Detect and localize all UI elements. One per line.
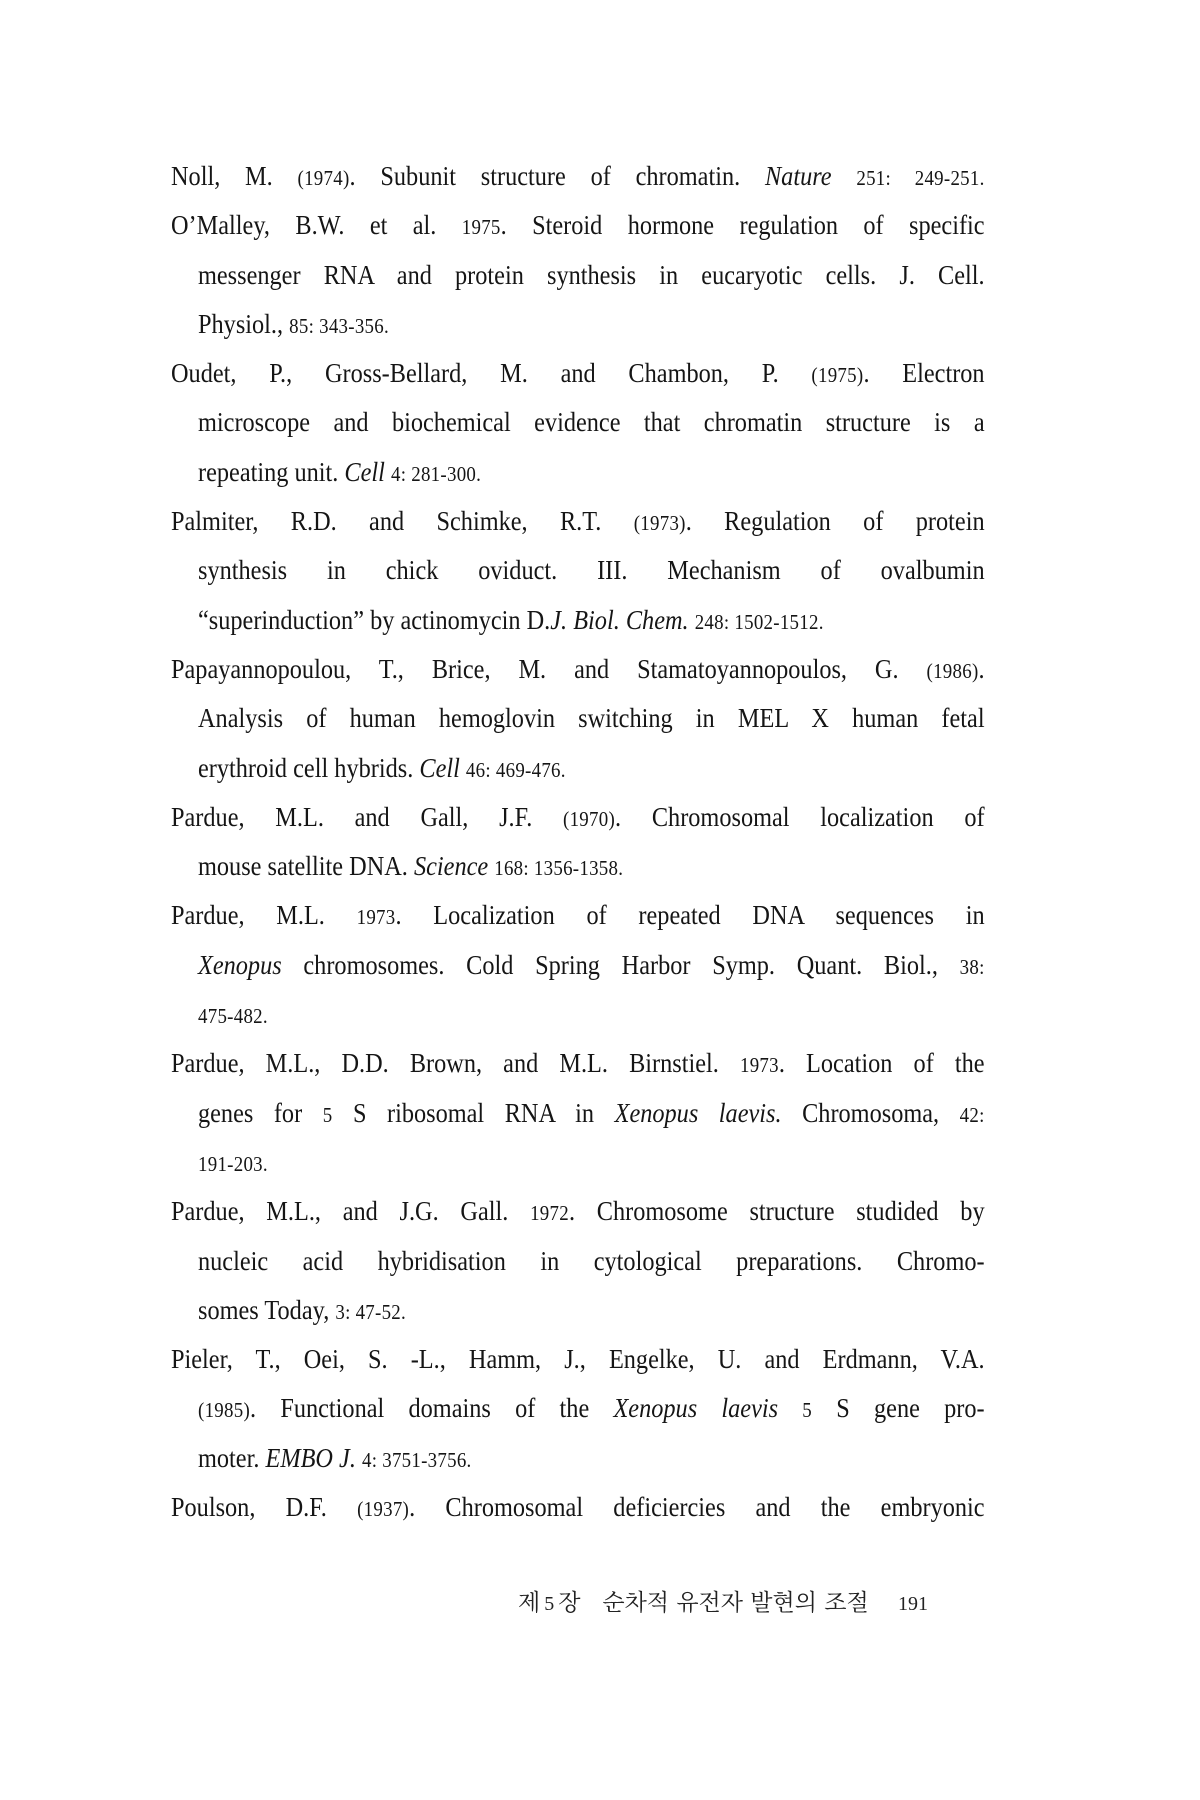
text-run: . Electron [863, 358, 985, 389]
numeral-text: 1972 [530, 1201, 569, 1226]
numeral-text: 5 [322, 1102, 333, 1127]
italic-text: J. Biol. Chem. [550, 604, 689, 635]
text-run: S gene pro- [812, 1393, 985, 1424]
italic-text: Science [413, 851, 489, 882]
reference-entry [171, 201, 985, 349]
numeral-text: 4: 3751-3756. [361, 1447, 472, 1472]
reference-line [198, 448, 985, 497]
reference-line [198, 842, 985, 891]
reference-entry [171, 793, 985, 892]
text-run: Pardue, M.L. [171, 900, 357, 931]
italic-text: Xenopus [198, 949, 282, 980]
page-footer [518, 1584, 928, 1617]
text-run: Pieler, T., Oei, S. -L., Hamm, J., Engelke, U. and Erdmann, V.A. [171, 1344, 985, 1375]
text-run: . Chromosomal deficiercies and the embryonic [409, 1492, 985, 1523]
numeral-text: 46: 469-476. [465, 757, 566, 782]
reference-entry [171, 645, 985, 793]
numeral-text: (1974) [297, 166, 350, 190]
reference-line [198, 1138, 985, 1187]
italic-text: Xenopus laevis [613, 1393, 779, 1424]
chapter-suffix: 장 [558, 1590, 581, 1616]
reference-line [171, 1335, 985, 1384]
text-run: messenger RNA and protein synthesis in eucaryotic cells. J. Cell. [198, 259, 985, 290]
reference-line [198, 1434, 985, 1483]
text-run: repeating unit. [198, 456, 345, 487]
reference-line [171, 1187, 985, 1236]
numeral-text: 475-482. [198, 1004, 268, 1029]
reference-line [198, 941, 985, 990]
text-run: erythroid cell hybrids. [198, 752, 420, 783]
reference-entry [171, 1039, 985, 1187]
text-run: S ribosomal RNA in [332, 1097, 615, 1128]
text-run: genes for [198, 1097, 323, 1128]
reference-line [198, 990, 985, 1039]
numeral-text: 85: 343-356. [289, 313, 389, 338]
reference-line [171, 645, 985, 694]
chapter-title: 순차적 유전자 발현의 조절 [602, 1590, 869, 1616]
reference-line [198, 744, 985, 793]
numeral-text: (1975) [811, 363, 864, 388]
reference-line [171, 497, 985, 546]
numeral-text: 191-203. [198, 1151, 268, 1176]
text-run: Chromosoma, [781, 1097, 960, 1128]
numeral-text: (1973) [633, 511, 686, 536]
text-run: moter. [198, 1442, 266, 1473]
reference-entry [171, 891, 985, 1039]
reference-list [171, 152, 985, 1532]
reference-entry [171, 1335, 985, 1483]
reference-line [198, 300, 985, 349]
reference-line [171, 1483, 985, 1532]
text-run: Physiol., [198, 308, 290, 339]
reference-line [198, 1286, 985, 1335]
reference-line [198, 694, 985, 743]
numeral-text: 5 [802, 1398, 813, 1423]
italic-text: Cell [419, 752, 460, 783]
numeral-text: 3: 47-52. [335, 1299, 407, 1324]
text-run: Oudet, P., Gross-Bellard, M. and Chambon, P. [171, 358, 812, 389]
numeral-text: 248: 1502-1512. [694, 609, 824, 634]
numeral-text: 4: 281-300. [391, 461, 482, 486]
text-run: nucleic acid hybridisation in cytological preparations. Chromo- [198, 1245, 985, 1276]
reference-entry [171, 1483, 985, 1532]
reference-line [171, 891, 985, 940]
reference-line [171, 349, 985, 398]
italic-text: Xenopus laevis. [614, 1097, 782, 1128]
reference-entry [171, 497, 985, 645]
text-run: Pardue, M.L. and Gall, J.F. [171, 801, 564, 832]
reference-line [198, 398, 985, 447]
reference-line [198, 1384, 985, 1433]
numeral-text: 1973 [739, 1053, 779, 1078]
text-run: . Regulation of protein [685, 506, 985, 537]
italic-text: EMBO J. [265, 1442, 356, 1473]
text-run: . Localization of repeated DNA sequences in [395, 900, 985, 931]
text-run: mouse satellite DNA. [198, 851, 414, 882]
text-run [778, 1393, 802, 1423]
text-run: Poulson, D.F. [171, 1492, 358, 1523]
numeral-text: (1985) [198, 1398, 251, 1423]
reference-line [198, 546, 985, 595]
text-run: . Chromosomal localization of [615, 801, 985, 832]
text-run: “superinduction” by actinomycin D. [198, 604, 551, 635]
numeral-text: 168: 1356-1358. [494, 856, 624, 881]
chapter-number: 5 [544, 1593, 555, 1615]
reference-line [171, 1039, 985, 1088]
reference-line [198, 251, 985, 300]
reference-line [198, 1237, 985, 1286]
text-run: . Chromosome structure studided by [568, 1196, 985, 1227]
reference-line [171, 201, 985, 250]
italic-text: Nature [764, 161, 832, 191]
text-run: . Location of the [778, 1048, 985, 1079]
chapter-prefix: 제 [518, 1590, 541, 1616]
reference-line [171, 793, 985, 842]
text-run: Pardue, M.L., and J.G. Gall. [171, 1196, 531, 1227]
italic-text: Cell [344, 456, 385, 487]
text-run: Noll, M. [171, 161, 298, 191]
text-run: . Subunit structure of chromatin. [349, 161, 765, 191]
numeral-text: 38: [959, 954, 985, 979]
text-run: synthesis in chick oviduct. III. Mechanism of ovalbumin [198, 555, 985, 586]
page-number: 191 [898, 1593, 929, 1615]
text-run: Pardue, M.L., D.D. Brown, and M.L. Birnstiel. [171, 1048, 740, 1079]
reference-entry [171, 1187, 985, 1335]
reference-entry [171, 152, 985, 201]
text-run: chromosomes. Cold Spring Harbor Symp. Quant. Biol., [281, 949, 960, 980]
text-run: . Steroid hormone regulation of specific [500, 210, 985, 241]
text-run: O’Malley, B.W. et al. [171, 210, 462, 241]
reference-line [198, 596, 985, 645]
reference-line [198, 1089, 985, 1138]
text-run: Papayannopoulou, T., Brice, M. and Stamatoyannopoulos, G. [171, 653, 927, 684]
numeral-text: 42: [959, 1102, 985, 1127]
text-run: Palmiter, R.D. and Schimke, R.T. [171, 506, 634, 537]
text-run: . [978, 653, 985, 684]
numeral-text: (1986) [926, 658, 979, 683]
text-run: microscope and biochemical evidence that chromatin structure is a [198, 407, 985, 438]
text-run: Analysis of human hemoglovin switching in MEL X human fetal [198, 703, 985, 734]
text-run: . Functional domains of the [250, 1393, 614, 1424]
numeral-text: 251: 249-251. [856, 166, 985, 190]
text-run [832, 161, 857, 191]
numeral-text: (1937) [357, 1497, 410, 1522]
numeral-text: (1970) [563, 806, 616, 831]
reference-entry [171, 349, 985, 497]
numeral-text: 1975 [461, 215, 501, 240]
numeral-text: 1973 [356, 905, 396, 930]
text-run: somes Today, [198, 1294, 336, 1325]
reference-line [171, 152, 985, 201]
